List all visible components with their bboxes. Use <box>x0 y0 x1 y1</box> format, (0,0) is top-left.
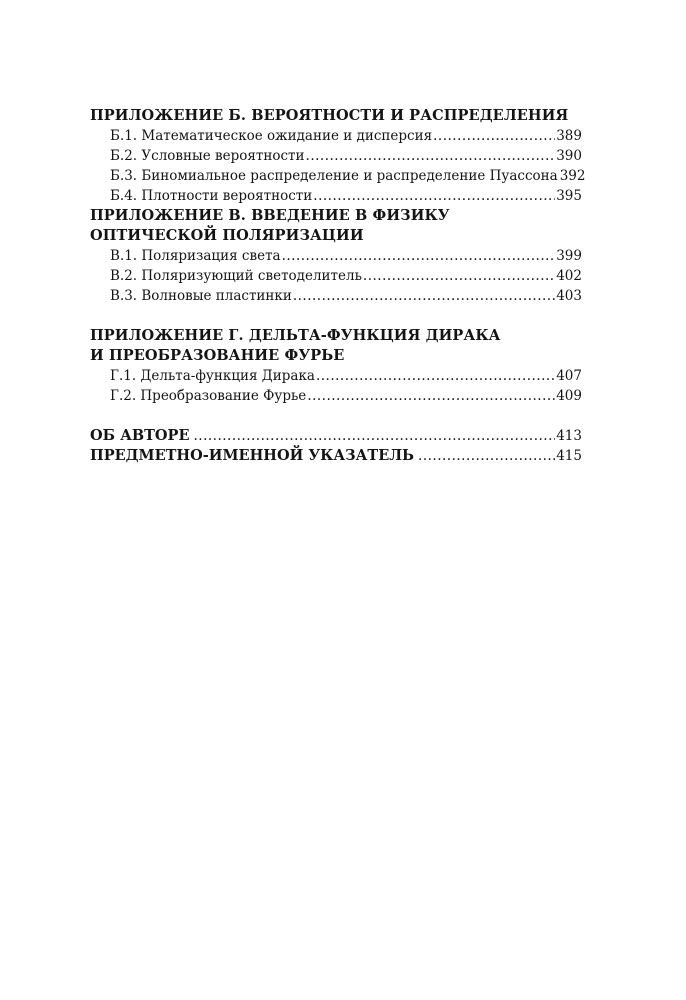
toc-entry-label: Б.2. Условные вероятности <box>110 148 305 164</box>
toc-entry-page: 399 <box>556 248 582 264</box>
dot-leader <box>313 186 555 206</box>
toc-entry-label: Г.2. Преобразование Фурье <box>110 388 307 404</box>
toc-entry <box>90 146 582 166</box>
chapter-heading-line: ПРИЛОЖЕНИЕ В. ВВЕДЕНИЕ В ФИЗИКУ <box>90 207 450 224</box>
toc-entry-label: ОБ АВТОРЕ <box>90 427 190 444</box>
toc-entry <box>90 366 582 386</box>
toc-entry-label: Б.1. Математическое ожидание и дисперсия <box>110 128 433 144</box>
toc-entry-page: 395 <box>556 188 582 204</box>
toc-entry-page: 402 <box>556 268 582 284</box>
dot-leader <box>418 446 555 466</box>
dot-leader <box>363 266 555 286</box>
toc-entry-page: 413 <box>556 428 582 444</box>
toc-entry <box>90 266 582 286</box>
toc-entry-label: В.3. Волновые пластинки <box>110 288 292 304</box>
toc-entry-label: Б.3. Биномиальное распределение и распределение Пуассона <box>110 168 558 184</box>
chapter-heading-appendix-b <box>90 106 582 126</box>
toc-entry <box>90 186 582 206</box>
toc-entry-label: Б.4. Плотности вероятности <box>110 188 313 204</box>
table-of-contents <box>90 106 586 466</box>
toc-entry <box>90 126 582 146</box>
toc-entry <box>90 286 582 306</box>
dot-leader <box>194 426 556 446</box>
chapter-heading-appendix-g <box>90 326 582 366</box>
section-spacer <box>90 406 582 426</box>
toc-entry-page: 407 <box>556 368 582 384</box>
dot-leader <box>293 286 555 306</box>
chapter-heading-line: ПРИЛОЖЕНИЕ Г. ДЕЛЬТА-ФУНКЦИЯ ДИРАКА <box>90 327 501 344</box>
chapter-heading-line: ОПТИЧЕСКОЙ ПОЛЯРИЗАЦИИ <box>90 227 364 244</box>
toc-entry-label: Г.1. Дельта-функция Дирака <box>110 368 315 384</box>
toc-entry-index <box>90 446 582 466</box>
toc-entry-label: В.1. Поляризация света <box>110 248 281 264</box>
toc-entry-page: 409 <box>556 388 582 404</box>
section-spacer <box>90 306 582 326</box>
toc-entry <box>90 246 582 266</box>
toc-entry-label: В.2. Поляризующий светоделитель <box>110 268 362 284</box>
toc-entry <box>90 166 586 186</box>
toc-entry-page: 403 <box>556 288 582 304</box>
toc-entry-page: 390 <box>556 148 582 164</box>
toc-entry-page: 415 <box>556 448 582 464</box>
chapter-heading-appendix-v <box>90 206 582 246</box>
toc-entry-page: 389 <box>556 128 582 144</box>
toc-entry-about-author <box>90 426 582 446</box>
chapter-heading-line: ПРИЛОЖЕНИЕ Б. ВЕРОЯТНОСТИ И РАСПРЕДЕЛЕНИЯ <box>90 107 569 124</box>
toc-entry-label: ПРЕДМЕТНО-ИМЕННОЙ УКАЗАТЕЛЬ <box>90 447 415 464</box>
dot-leader <box>316 366 555 386</box>
chapter-heading-line: И ПРЕОБРАЗОВАНИЕ ФУРЬЕ <box>90 347 345 364</box>
dot-leader <box>306 146 556 166</box>
dot-leader <box>307 386 555 406</box>
dot-leader <box>433 126 555 146</box>
toc-entry-page: 392 <box>559 168 586 184</box>
dot-leader <box>282 246 556 266</box>
toc-entry <box>90 386 582 406</box>
